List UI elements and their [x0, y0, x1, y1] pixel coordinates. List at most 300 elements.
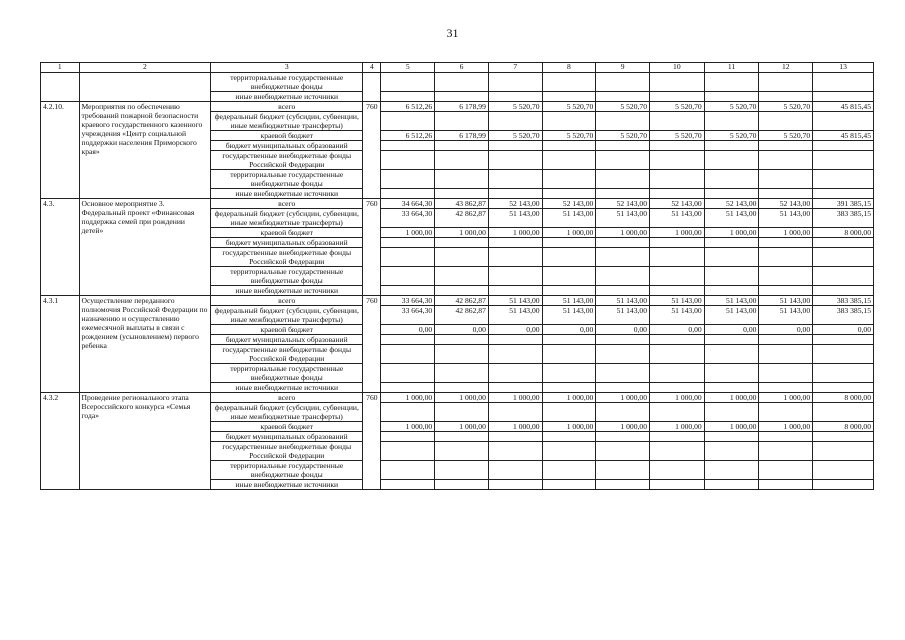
- amount-cell: [649, 248, 704, 267]
- amount-cell: [542, 345, 596, 364]
- amount-cell: [649, 480, 704, 490]
- amount-cell: 51 143,00: [649, 296, 704, 306]
- amount-cell: [759, 112, 813, 131]
- amount-cell: [488, 112, 542, 131]
- amount-cell: [435, 189, 489, 199]
- amount-cell: 0,00: [813, 325, 874, 335]
- amount-cell: 52 143,00: [704, 199, 759, 209]
- amount-cell: 43 862,87: [435, 199, 489, 209]
- amount-cell: [704, 73, 759, 92]
- table-row: [41, 102, 874, 112]
- amount-cell: [704, 286, 759, 296]
- amount-cell: [704, 364, 759, 383]
- amount-cell: 42 862,87: [435, 296, 489, 306]
- funding-source: федеральный бюджет (субсидии, субвенции, иные межбюджетные трансферты): [211, 306, 363, 325]
- amount-cell: [813, 335, 874, 345]
- amount-cell: [649, 92, 704, 102]
- funding-source: федеральный бюджет (субсидии, субвенции, иные межбюджетные трансферты): [211, 403, 363, 422]
- amount-cell: 6 178,99: [435, 102, 489, 112]
- amount-cell: 391 385,15: [813, 199, 874, 209]
- amount-cell: 5 520,70: [542, 131, 596, 141]
- amount-cell: [704, 403, 759, 422]
- amount-cell: 5 520,70: [649, 102, 704, 112]
- amount-cell: 0,00: [649, 325, 704, 335]
- header-cell: 6: [435, 63, 489, 73]
- amount-cell: [435, 286, 489, 296]
- amount-cell: [435, 141, 489, 151]
- amount-cell: [649, 364, 704, 383]
- funding-source: иные внебюджетные источники: [211, 480, 363, 490]
- amount-cell: 1 000,00: [596, 393, 650, 403]
- amount-cell: 51 143,00: [704, 209, 759, 228]
- amount-cell: [759, 170, 813, 189]
- amount-cell: [381, 73, 435, 92]
- amount-cell: 33 664,30: [381, 296, 435, 306]
- amount-cell: 51 143,00: [542, 306, 596, 325]
- amount-cell: [542, 92, 596, 102]
- amount-cell: 1 000,00: [488, 422, 542, 432]
- funding-source: иные внебюджетные источники: [211, 92, 363, 102]
- amount-cell: 51 143,00: [596, 306, 650, 325]
- amount-cell: [596, 73, 650, 92]
- amount-cell: [435, 112, 489, 131]
- amount-cell: [488, 267, 542, 286]
- amount-cell: 5 520,70: [759, 131, 813, 141]
- amount-cell: [488, 480, 542, 490]
- amount-cell: 5 520,70: [488, 131, 542, 141]
- funding-source: всего: [211, 102, 363, 112]
- funding-source: краевой бюджет: [211, 325, 363, 335]
- amount-cell: 5 520,70: [759, 102, 813, 112]
- amount-cell: 51 143,00: [704, 296, 759, 306]
- amount-cell: 45 815,45: [813, 131, 874, 141]
- header-cell: 2: [79, 63, 211, 73]
- amount-cell: [488, 92, 542, 102]
- amount-cell: 5 520,70: [596, 131, 650, 141]
- amount-cell: 1 000,00: [435, 228, 489, 238]
- amount-cell: [488, 170, 542, 189]
- amount-cell: [596, 442, 650, 461]
- funding-source: федеральный бюджет (субсидии, субвенции, иные межбюджетные трансферты): [211, 209, 363, 228]
- amount-cell: [381, 238, 435, 248]
- funding-source: иные внебюджетные источники: [211, 189, 363, 199]
- amount-cell: 1 000,00: [381, 422, 435, 432]
- amount-cell: 52 143,00: [488, 199, 542, 209]
- amount-cell: [813, 432, 874, 442]
- funding-source: государственные внебюджетные фонды Российской Федерации: [211, 345, 363, 364]
- amount-cell: 5 520,70: [488, 102, 542, 112]
- amount-cell: [542, 267, 596, 286]
- amount-cell: [704, 238, 759, 248]
- amount-cell: 1 000,00: [596, 422, 650, 432]
- amount-cell: 0,00: [759, 325, 813, 335]
- header-cell: 3: [211, 63, 363, 73]
- amount-cell: 1 000,00: [488, 228, 542, 238]
- funding-source: территориальные государственные внебюджетные фонды: [211, 364, 363, 383]
- amount-cell: [596, 432, 650, 442]
- amount-cell: [596, 141, 650, 151]
- amount-cell: [649, 403, 704, 422]
- amount-cell: 42 862,87: [435, 209, 489, 228]
- amount-cell: [435, 403, 489, 422]
- amount-cell: [381, 141, 435, 151]
- funding-source: бюджет муниципальных образований: [211, 238, 363, 248]
- amount-cell: [759, 442, 813, 461]
- amount-cell: 0,00: [542, 325, 596, 335]
- amount-cell: [596, 92, 650, 102]
- amount-cell: 8 000,00: [813, 393, 874, 403]
- table-row: [41, 393, 874, 403]
- amount-cell: [542, 383, 596, 393]
- amount-cell: [759, 403, 813, 422]
- amount-cell: [542, 442, 596, 461]
- amount-cell: [435, 267, 489, 286]
- funding-source: иные внебюджетные источники: [211, 383, 363, 393]
- amount-cell: [435, 170, 489, 189]
- amount-cell: [649, 112, 704, 131]
- amount-cell: [704, 267, 759, 286]
- funding-source: всего: [211, 296, 363, 306]
- amount-cell: 8 000,00: [813, 422, 874, 432]
- amount-cell: 1 000,00: [435, 393, 489, 403]
- amount-cell: 52 143,00: [596, 199, 650, 209]
- amount-cell: [435, 364, 489, 383]
- amount-cell: [381, 432, 435, 442]
- amount-cell: [704, 112, 759, 131]
- grbs-code: [363, 73, 381, 102]
- table-row: [41, 73, 874, 92]
- amount-cell: [596, 345, 650, 364]
- amount-cell: 5 520,70: [704, 102, 759, 112]
- amount-cell: 51 143,00: [596, 296, 650, 306]
- amount-cell: 1 000,00: [542, 228, 596, 238]
- amount-cell: [704, 432, 759, 442]
- amount-cell: 33 664,30: [381, 306, 435, 325]
- funding-source: краевой бюджет: [211, 131, 363, 141]
- amount-cell: [813, 248, 874, 267]
- amount-cell: [542, 112, 596, 131]
- funding-source: бюджет муниципальных образований: [211, 141, 363, 151]
- amount-cell: [813, 480, 874, 490]
- amount-cell: [381, 461, 435, 480]
- table-row: [41, 296, 874, 306]
- amount-cell: 5 520,70: [596, 102, 650, 112]
- amount-cell: [649, 238, 704, 248]
- amount-cell: [381, 442, 435, 461]
- amount-cell: [435, 345, 489, 364]
- amount-cell: [488, 442, 542, 461]
- amount-cell: [488, 461, 542, 480]
- amount-cell: 34 664,30: [381, 199, 435, 209]
- amount-cell: [649, 267, 704, 286]
- amount-cell: 1 000,00: [759, 228, 813, 238]
- amount-cell: [435, 248, 489, 267]
- amount-cell: [813, 92, 874, 102]
- amount-cell: [759, 151, 813, 170]
- amount-cell: [596, 189, 650, 199]
- amount-cell: [435, 73, 489, 92]
- header-cell: 7: [488, 63, 542, 73]
- amount-cell: [704, 442, 759, 461]
- amount-cell: [596, 335, 650, 345]
- amount-cell: 51 143,00: [704, 306, 759, 325]
- amount-cell: [381, 286, 435, 296]
- amount-cell: 6 178,99: [435, 131, 489, 141]
- funding-source: бюджет муниципальных образований: [211, 335, 363, 345]
- amount-cell: 1 000,00: [649, 228, 704, 238]
- amount-cell: [813, 267, 874, 286]
- activity-code: 4.3.: [41, 199, 80, 296]
- amount-cell: [813, 383, 874, 393]
- amount-cell: [381, 92, 435, 102]
- activity-code: 4.3.2: [41, 393, 80, 490]
- amount-cell: 51 143,00: [649, 209, 704, 228]
- amount-cell: 51 143,00: [759, 296, 813, 306]
- amount-cell: [488, 151, 542, 170]
- funding-source: всего: [211, 199, 363, 209]
- amount-cell: [704, 461, 759, 480]
- funding-source: бюджет муниципальных образований: [211, 432, 363, 442]
- amount-cell: [759, 383, 813, 393]
- amount-cell: [813, 73, 874, 92]
- amount-cell: [542, 73, 596, 92]
- amount-cell: [813, 170, 874, 189]
- amount-cell: [488, 345, 542, 364]
- amount-cell: 0,00: [704, 325, 759, 335]
- header-cell: 12: [759, 63, 813, 73]
- activity-code: 4.2.10.: [41, 102, 80, 199]
- amount-cell: 51 143,00: [488, 306, 542, 325]
- funding-source: государственные внебюджетные фонды Российской Федерации: [211, 248, 363, 267]
- amount-cell: 0,00: [596, 325, 650, 335]
- amount-cell: 51 143,00: [488, 209, 542, 228]
- amount-cell: [704, 170, 759, 189]
- amount-cell: [542, 141, 596, 151]
- amount-cell: [381, 248, 435, 267]
- amount-cell: 45 815,45: [813, 102, 874, 112]
- amount-cell: [542, 364, 596, 383]
- amount-cell: [649, 335, 704, 345]
- amount-cell: [596, 267, 650, 286]
- amount-cell: [435, 383, 489, 393]
- amount-cell: [759, 335, 813, 345]
- amount-cell: 1 000,00: [759, 422, 813, 432]
- amount-cell: [759, 345, 813, 364]
- amount-cell: [435, 461, 489, 480]
- amount-cell: [542, 248, 596, 267]
- amount-cell: 383 385,15: [813, 306, 874, 325]
- amount-cell: [649, 432, 704, 442]
- amount-cell: [381, 403, 435, 422]
- amount-cell: 6 512,26: [381, 131, 435, 141]
- amount-cell: [542, 480, 596, 490]
- amount-cell: [704, 383, 759, 393]
- amount-cell: 1 000,00: [759, 393, 813, 403]
- amount-cell: [759, 461, 813, 480]
- amount-cell: [596, 286, 650, 296]
- grbs-code: 760: [363, 393, 381, 490]
- amount-cell: [435, 442, 489, 461]
- funding-source: всего: [211, 393, 363, 403]
- amount-cell: 1 000,00: [542, 393, 596, 403]
- funding-source: краевой бюджет: [211, 228, 363, 238]
- amount-cell: 52 143,00: [759, 199, 813, 209]
- header-cell: 4: [363, 63, 381, 73]
- amount-cell: [488, 364, 542, 383]
- amount-cell: [596, 238, 650, 248]
- amount-cell: [759, 189, 813, 199]
- amount-cell: [542, 151, 596, 170]
- amount-cell: [813, 345, 874, 364]
- amount-cell: [596, 364, 650, 383]
- amount-cell: [704, 92, 759, 102]
- amount-cell: [381, 189, 435, 199]
- amount-cell: 1 000,00: [381, 393, 435, 403]
- amount-cell: 51 143,00: [596, 209, 650, 228]
- amount-cell: [381, 112, 435, 131]
- amount-cell: [435, 151, 489, 170]
- amount-cell: [759, 286, 813, 296]
- amount-cell: [813, 442, 874, 461]
- activity-name: Мероприятия по обеспечению требований пожарной безопасности краевого государственного казенного учреждения «Центр социальной поддержки населения Приморского края»: [79, 102, 211, 199]
- amount-cell: [488, 141, 542, 151]
- amount-cell: [596, 248, 650, 267]
- header-cell: 5: [381, 63, 435, 73]
- amount-cell: [759, 480, 813, 490]
- amount-cell: 5 520,70: [542, 102, 596, 112]
- activity-code: [41, 73, 80, 102]
- amount-cell: 5 520,70: [704, 131, 759, 141]
- amount-cell: [542, 286, 596, 296]
- amount-cell: [704, 141, 759, 151]
- funding-source: территориальные государственные внебюджетные фонды: [211, 267, 363, 286]
- header-cell: 13: [813, 63, 874, 73]
- amount-cell: 51 143,00: [542, 296, 596, 306]
- amount-cell: [649, 442, 704, 461]
- amount-cell: [759, 141, 813, 151]
- grbs-code: 760: [363, 296, 381, 393]
- activity-name: Осуществление переданного полномочия Российской Федерации по назначению и осуществлению ежемесячной выплаты в связи с рождением (усыновлением) первого ребенка: [79, 296, 211, 393]
- amount-cell: 1 000,00: [649, 422, 704, 432]
- amount-cell: [704, 189, 759, 199]
- amount-cell: [704, 151, 759, 170]
- amount-cell: [813, 112, 874, 131]
- amount-cell: [488, 335, 542, 345]
- amount-cell: [435, 480, 489, 490]
- amount-cell: [435, 335, 489, 345]
- amount-cell: [381, 345, 435, 364]
- amount-cell: [649, 383, 704, 393]
- amount-cell: [596, 112, 650, 131]
- amount-cell: [704, 480, 759, 490]
- amount-cell: [488, 432, 542, 442]
- amount-cell: [596, 151, 650, 170]
- amount-cell: [813, 461, 874, 480]
- amount-cell: 51 143,00: [488, 296, 542, 306]
- amount-cell: [596, 170, 650, 189]
- amount-cell: 1 000,00: [488, 393, 542, 403]
- amount-cell: [759, 92, 813, 102]
- activity-name: [79, 73, 211, 102]
- amount-cell: 1 000,00: [704, 422, 759, 432]
- amount-cell: [649, 73, 704, 92]
- amount-cell: 1 000,00: [704, 393, 759, 403]
- funding-source: государственные внебюджетные фонды Российской Федерации: [211, 442, 363, 461]
- header-cell: 10: [649, 63, 704, 73]
- amount-cell: [542, 335, 596, 345]
- amount-cell: 52 143,00: [542, 199, 596, 209]
- amount-cell: [542, 189, 596, 199]
- header-cell: 9: [596, 63, 650, 73]
- amount-cell: [381, 335, 435, 345]
- budget-table: [40, 62, 874, 490]
- amount-cell: [649, 189, 704, 199]
- table-row: [41, 199, 874, 209]
- page-number: 31: [446, 26, 459, 40]
- amount-cell: [649, 141, 704, 151]
- amount-cell: [596, 403, 650, 422]
- amount-cell: [704, 335, 759, 345]
- amount-cell: [435, 92, 489, 102]
- amount-cell: 51 143,00: [759, 306, 813, 325]
- amount-cell: 1 000,00: [596, 228, 650, 238]
- amount-cell: [488, 248, 542, 267]
- amount-cell: [596, 480, 650, 490]
- amount-cell: [542, 403, 596, 422]
- amount-cell: 33 664,30: [381, 209, 435, 228]
- amount-cell: [759, 238, 813, 248]
- amount-cell: 5 520,70: [649, 131, 704, 141]
- amount-cell: [813, 286, 874, 296]
- amount-cell: [488, 383, 542, 393]
- amount-cell: [381, 383, 435, 393]
- amount-cell: [542, 238, 596, 248]
- amount-cell: [488, 403, 542, 422]
- header-cell: 1: [41, 63, 80, 73]
- amount-cell: 1 000,00: [704, 228, 759, 238]
- activity-name: Проведение регионального этапа Всероссийского конкурса «Семья года»: [79, 393, 211, 490]
- amount-cell: [759, 432, 813, 442]
- amount-cell: 8 000,00: [813, 228, 874, 238]
- amount-cell: [649, 286, 704, 296]
- amount-cell: [649, 151, 704, 170]
- amount-cell: [649, 345, 704, 364]
- amount-cell: [542, 461, 596, 480]
- amount-cell: [704, 248, 759, 267]
- amount-cell: [813, 364, 874, 383]
- amount-cell: 52 143,00: [649, 199, 704, 209]
- header-cell: 8: [542, 63, 596, 73]
- header-cell: 11: [704, 63, 759, 73]
- amount-cell: [813, 141, 874, 151]
- amount-cell: 51 143,00: [759, 209, 813, 228]
- amount-cell: [381, 170, 435, 189]
- amount-cell: [381, 364, 435, 383]
- amount-cell: 1 000,00: [542, 422, 596, 432]
- header-row: [41, 63, 874, 73]
- amount-cell: [488, 189, 542, 199]
- amount-cell: [381, 151, 435, 170]
- funding-source: иные внебюджетные источники: [211, 286, 363, 296]
- amount-cell: 1 000,00: [649, 393, 704, 403]
- amount-cell: [759, 364, 813, 383]
- amount-cell: 6 512,26: [381, 102, 435, 112]
- amount-cell: [542, 432, 596, 442]
- amount-cell: [759, 73, 813, 92]
- amount-cell: 1 000,00: [381, 228, 435, 238]
- amount-cell: [542, 170, 596, 189]
- grbs-code: 760: [363, 102, 381, 199]
